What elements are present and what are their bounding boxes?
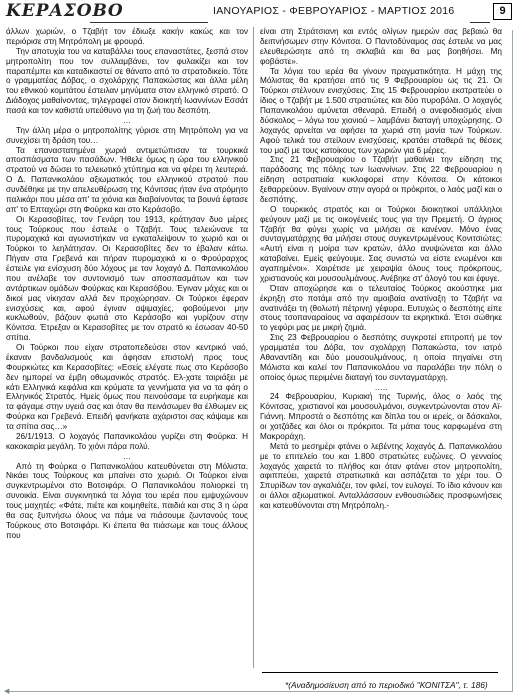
- paragraph: 24 Φεβρουαρίου, Κυριακή της Τυρινής, όλος ο λαός της Κόνιτσας, χριστιανοί και μουσουλμάνοι, συγκεντρώνονται στον Αϊ-Γιάννη. Μπροστά ο δεσπότης και δίπλα του οι ιερείς, οι δάσκαλοι, οι χοτζάδες και όλοι οι πρόκριτοι. Τα μάτια τους καρφωμένα στη Μακροράχη.: [260, 392, 502, 441]
- paragraph: Οι Τούρκοι που είχαν στρατοπεδεύσει στον κεντρικό ναό, έκαναν βανδαλισμούς και άφησαν επιστολή προς τους Φουρκιώτες και Κερασοβίτες: «Εσείς ελέγατε πως στο Κεράσοβο δεν ημπορεί να έμβη οθωμανικός στρατός. Ελ-χατε ταιριάξει με κάτι Ελληνικά κεφάλια και κρύματε τα γεννήματα για να τα φάη ο Ελληνικός Στρατός. Ημείς όμως που πεινούσαμε τα ευρήκαμε και τα φάγαμε στην υγειά σας και όταν θα πεινάσωμεν θα έλθωμεν εις Φούρκα και Γρεβενά. Επειδή φανήκατε αχάριστοι σας κάψαμε και τα σπίτια σας…»: [6, 343, 248, 431]
- paragraph: Όταν αποχώρησε και ο τελευταίος Τούρκος ακούστηκε μια έκρηξη στο ποτάμι από την αμοιβαία ανατίναξη το Τζαβήτ να ανατινάξει τη (θολωτή πέτρινη) γέφυρα. Ευτυχώς ο δεσπότης είπε στους τσοπαναραίους να αφαιρέσουν τα εκρηκτικά. Έτσι σώθηκε το γεφύρι μας με μικρή ζημιά.: [260, 283, 502, 333]
- article-right-column: [260, 27, 502, 511]
- article-left-column: [6, 27, 248, 541]
- paragraph: Μετά το μεσημέρι φτάνει ο λεβέντης λοχαγός Δ. Παπανικολάου με το επιτελείο του και 1.800 στρατιώτες ευζώνες. Ο γενναίος λοχαγός χαιρετά το πλήθος και όταν φτάνει στον μητροπολίτη, αφιππεύει, χαιρετά στρατιωτικά και ασπάζεται το χέρι του. Ο Σπυρίδων τον αγκαλιάζει, τον φιλεί, τον ευλογεί. Το ίδιο κάνουν και οι άλλοι αξιωματικοί. Ανταλλάσσουν ενθουσιώδεις προσφωνήσεις και κατευθύνονται στη Μητρόπολη.-: [260, 441, 502, 510]
- paragraph: Οι Κερασοβίτες, τον Γενάρη του 1913, κράτησαν δυο μέρες τους Τούρκους που έστειλε ο Τζαβήτ. Τους τελειώνανε τα πυρομαχικά και αγωνιστήκαν να εγκαταλείψουν το χωριό και οι Τούρκοι το λεηλάτησαν. Οι Κερασοβίτες δεν το έβαλαν κάτω. Πήγαν στα Γρεβενά και πήραν πυρομαχικά κι ο Φρούραρχος έστειλε για ενίσχυση δύο λόχους με τον λοχαγό Δ. Παπανικολάου που ανέλαβε τον συντονισμό των αποσπασμάτων και των αντάρτικων ομάδων Φούρκας και Κερασόβου. Έγιναν μάχες και οι δικοί μας νίκησαν αλλά δεν προχώρησαν. Οι Τούρκοι έφεραν ενισχύσεις και, αφού έγιναν αψιμαχίες, φοβούμενοι μην κυκλωθούν, βάζουν φωτιά στο Κεράσοβο και γυρίζουν στην Κόνιτσα. Έτρεξαν οι Κερασοβίτες με τον στρατό κι έσωσαν 40-50 σπίτια.: [6, 214, 248, 343]
- ellipsis-separator: …..: [374, 382, 388, 392]
- header-rule-left: [90, 22, 208, 23]
- ellipsis-separator: …: [122, 451, 132, 461]
- paragraph: Στις 21 Φεβρουαρίου ο Τζαβήτ μαθαίνει την είδηση της παράδοσης της πόλης των Ιωαννίνων. Στις 22 Φεβρουαρίου η είδηση αστραπιαία κυκλοφορεί στην Κόνιτσα. Οι κάτοικοι ξεθαρρεύουν. Βγαίνουν στην αγορά οι πρόκριτοι, ο λαός μαζί και ο δεσπότης.: [260, 155, 502, 204]
- newspaper-title: ΚΕΡΑΣΟΒΟ: [6, 1, 124, 21]
- page-header: [0, 0, 520, 22]
- column-divider: [253, 27, 254, 668]
- paragraph: Τα λόγια του ιερέα θα γίνουν πραγματικότητα. Η μάχη της Μόλιστας θα κρατήσει από τις 9 Φεβρουαρίου ως τις 21. Οι Τούρκοι στέλνουν ενισχύσεις. Στις 15 Φεβρουαρίου εκστρατεύει ο ίδιος ο Τζαβήτ με 1.500 στρατιώτες και δύο πυροβόλα. Ο λοχαγός Παπανικολάου αμύνεται σθεναρά. Επειδή ο ανεφοδιασμός είναι δύσκολος – λόγω του χιονιού – λαμβάνει διαταγή υποχώρησης. Ο λοχαγός αρνείται να αφήσει τα χωριά στη μανία των Τούρκων. Αφού τελικά του στείλουν ενισχύσεις, κρατάει σταθερά τις θέσεις του μαζί με τους κατοίκους των χωριών για 6 μέρες.: [260, 66, 502, 155]
- arrow-left-icon: ◀: [4, 688, 10, 695]
- paragraph: 26/1/1913. Ο λοχαγός Παπανικολάου γυρίζει στη Φούρκα. Η κακοκαιρία μεγάλη. Το χιόνι πάρα πολύ.: [6, 431, 248, 451]
- page-border-right: [512, 30, 513, 692]
- ellipsis-separator: …: [122, 115, 132, 125]
- paragraph: Την αποτυχία του να καταβάλλει τους επαναστάτες, ξεσπά στον μητροπολίτη που τον συλλαμβάνει, τον φυλακίζει και τον παραπέμπει και καταδικαστεί σε θάνατο από το στρατοδικείο. Τότε ο γραμματέας Δόβας, ο σχολάρχης Παπακώστας και άλλα μέλη του εθνικού κομιτάτου έστειλαν μηνύματα στον ελληνικό στρατό. Ο Διάδοχος μαθαίνοντας, τηλεγραφεί στον διοικητή Ιωαννίνων Εσσάτ πασά και τον καθιστά υπεύθυνο για τη ζωή του δεσπότη.: [6, 46, 248, 115]
- page-number: 9: [493, 3, 512, 20]
- paragraph: Στις 23 Φεβρουαρίου ο δεσπότης συγκροτεί επιτροπή με τον γραμματέα του Δόβα, τον σχολάρχη Παπακώστα, τον ιατρό Αθαναντίδη και δύο μουσουλμάνους, η οποία πηγαίνει στη Μόλιστα και καλεί τον Παπανικολάου να παραλάβει την πόλη ο οποίος όμως περιμένει διαταγή του συνταγματάρχη.: [260, 333, 502, 382]
- header-rule-right: [470, 22, 490, 23]
- footnote-rule: [262, 672, 498, 673]
- paragraph: Τα επαναστατημένα χωριά αντιμετώπισαν τα τουρκικά αποσπάσματα των πασάδων. Ήθελε όμως η ώρα του ελληνικού στρατού να δώσει το τελειωτικό χτύπημα και να φέρει τη λευτεριά. Ο Δ. Παπανικολάου αξιωματικός του ελληνικού στρατού που συνδέθηκε με την απελευθέρωση της Κόνιτσας ήταν ένα ατρόμητο παλικάρι που μέσα απ' τα χιόνια και διαβαίνοντας τα βουνά έφτασε απ' το Επταχώρι στη Φούρκα και στο Κεράσοβο.: [6, 145, 248, 214]
- page-border-bottom: [8, 691, 512, 692]
- source-footnote: *(Αναδημοσίευση από το περιοδικό "ΚΟΝΙΤΣΑ", τ. 186): [285, 680, 488, 690]
- paragraph: Ο τουρκικός στρατός και οι Τούρκοι διοικητικοί υπάλληλοι φεύγουν μαζί με τις οικογένειές τους για την Πρεμετή. Ο άγριος Τζαβήτ θα φύγει χωρίς να μιλήσει σε κανέναν. Μόνο ένας συνταγματάρχης θα μιλήσει στους συγκεντρωμένους Κονιτσιώτες: «Αυτή είναι η μοίρα των κρατών, άλλο ανυψώνεται και άλλο καταβαίνει. Εμείς φεύγουμε. Σας συνιστώ να είστε ενωμένοι και αγαπημένοι». Χαιρέτισε με χειραψία όλους τους πρόκριτους, χριστιανούς και μουσουλμάνους. Ανέβηκε στ' άλογό του και έφυγε.: [260, 204, 502, 283]
- paragraph: Από τη Φούρκα ο Παπανικολάου κατευθύνεται στη Μόλιστα. Νικάει τους Τούρκους και μπαίνει στο χωριό. Οι Τούρκοι είναι συγκεντρωμένοι στο Βοτσιφάρι. Ο Παπανικολάου πολιορκεί τη συνοικία. Είναι συγκινητικά τα λόγια του ιερέα που εμψυχώνουν τους μαχητές: «Φάτε, πιέτε και κοιμηθείτε, παιδιά και στις 3 η ώρα θα σας ξυπνήσω όλους να πάμε να πιάσουμε ζωντανούς τους Τούρκους στο Βοτσιφάρι. Κι έπειτα θα πιάσωμε και τους άλλους που: [6, 461, 248, 540]
- paragraph: Την άλλη μέρα ο μητροπολίτης γύρισε στη Μητρόπολη για να συνεχίσει τη δράση του…: [6, 125, 248, 145]
- paragraph: είναι στη Στράτσιανη και εντός ολίγων ημερών σας βεβαιώ θα δειπνήσωμεν στην Κόνιτσα. Ο Παντοδύναμος σας έστειλε να μας ελευθερώσητε από τη σκλαβιά και θα μας βοηθήσει. Μη φοβάστε».: [260, 27, 502, 66]
- issue-date: ΙΑΝΟΥΑΡΙΟΣ - ΦΕΒΡΟΥΑΡΙΟΣ - ΜΑΡΤΙΟΣ 2016: [213, 5, 455, 17]
- paragraph: άλλων χωριών, ο Τζαβήτ τον έδιωξε κακήν κακώς και τον περιόρισε στη Μητρόπολη με φρουρά.: [6, 27, 248, 46]
